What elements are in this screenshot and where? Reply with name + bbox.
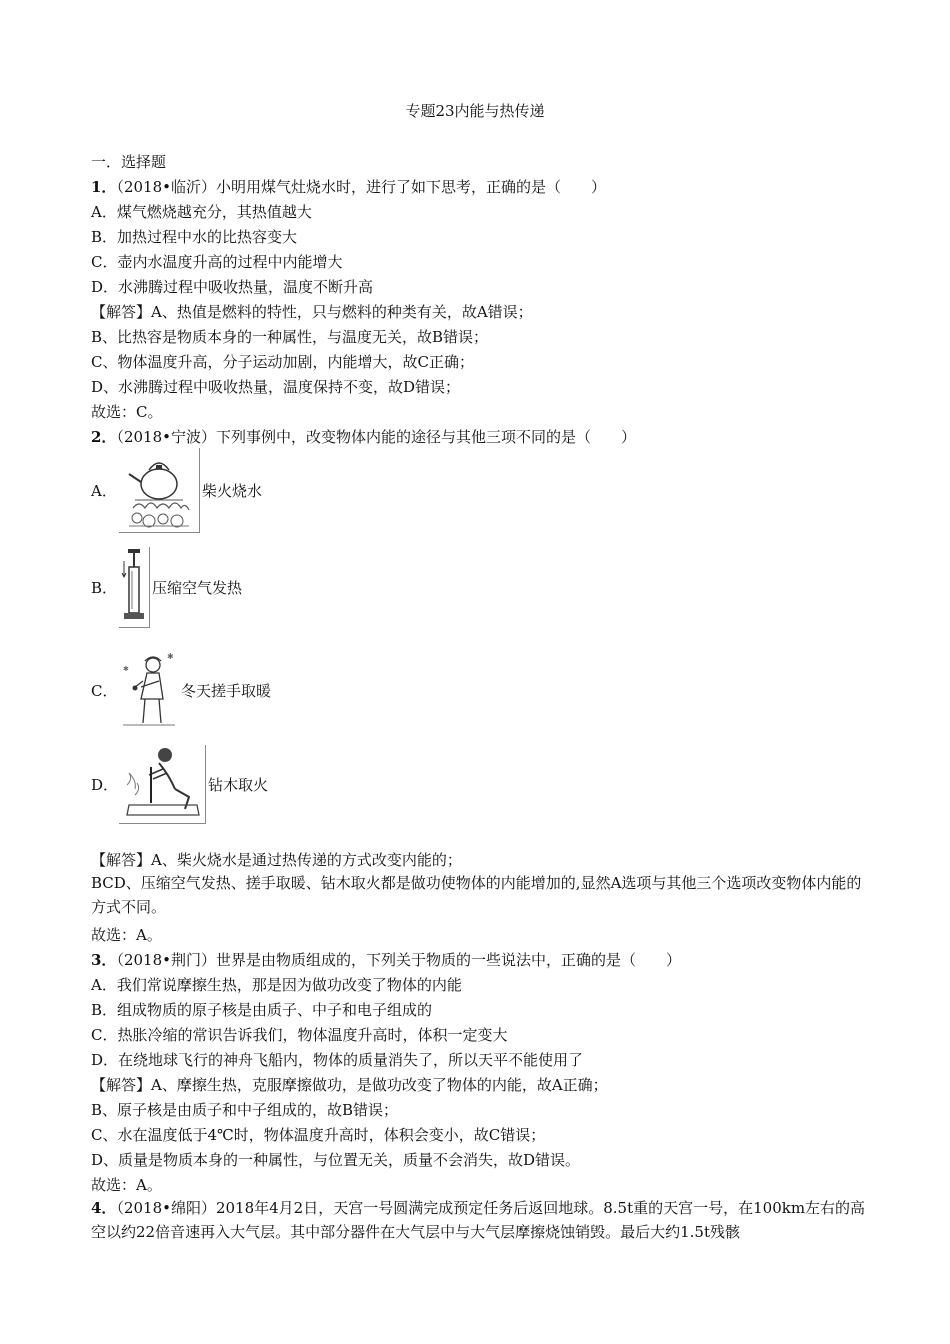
option-letter: D． (91, 776, 119, 794)
option-caption: 柴火烧水 (202, 482, 263, 500)
q3-option-c: C．热胀冷缩的常识告诉我们，物体温度升高时，体积一定变大 (91, 1026, 508, 1044)
q1-answer-line: B、比热容是物质本身的一种属性，与温度无关，故B错误； (91, 328, 489, 346)
option-caption: 压缩空气发热 (152, 579, 243, 597)
q3-answer-line: 故选：A。 (91, 1176, 162, 1194)
svg-text:✱: ✱ (123, 665, 129, 673)
option-caption: 钻木取火 (208, 776, 269, 794)
question-2-stem (91, 427, 636, 447)
svg-text:✱: ✱ (167, 652, 174, 661)
q3-option-b: B．组成物质的原子核是由质子、中子和电子组成的 (91, 1001, 433, 1019)
drill-wood-icon (119, 745, 206, 824)
q2-option-b (91, 547, 242, 628)
option-letter: C． (91, 681, 118, 700)
q1-option-b: B．加热过程中水的比热容变大 (91, 228, 298, 246)
q1-answer-line: 【解答】A、热值是燃料的特性，只与燃料的种类有关，故A错误； (91, 303, 533, 321)
q1-answer-line: C、物体温度升高，分子运动加剧，内能增大，故C正确； (91, 353, 474, 371)
question-text: （2018•绵阳）2018年4月2日，天宫一号圆满完成预定任务后返回地球。8.5t重的天宫一号，在100km左右的高空以约22倍音速再入大气层。其中部分器件在大气层中与大气层摩擦烧蚀销毁。最后大约1.5t残骸 (91, 1199, 866, 1241)
section-heading: 一．选择题 (91, 153, 167, 171)
q1-option-a: A．煤气燃烧越充分，其热值越大 (91, 203, 312, 221)
question-text: （2018•临沂）小明用煤气灶烧水时，进行了如下思考，正确的是（ ） (116, 178, 606, 196)
air-pump-icon (119, 547, 150, 628)
q2-answer-line: 【解答】A、柴火烧水是通过热传递的方式改变内能的； (91, 851, 462, 869)
q3-option-d: D．在绕地球飞行的神舟飞船内，物体的质量消失了，所以天平不能使用了 (91, 1051, 584, 1069)
question-4-stem (91, 1196, 866, 1244)
q3-answer-line: D、质量是物质本身的一种属性，与位置无关，质量不会消失，故D错误。 (91, 1151, 581, 1169)
option-caption: 冬天搓手取暖 (181, 681, 272, 700)
q3-answer-line: 【解答】A、摩擦生热，克服摩擦做功，是做功改变了物体的内能，故A正确； (91, 1076, 608, 1094)
question-1-stem (91, 177, 606, 197)
question-number: 4． (91, 1199, 117, 1217)
q2-answer-line: 故选：A。 (91, 926, 162, 944)
option-letter: A． (91, 482, 117, 500)
kettle-fire-icon (119, 448, 200, 533)
question-number: 2． (91, 428, 117, 446)
q2-option-a (91, 448, 262, 533)
rubbing-hands-icon (119, 651, 179, 729)
option-letter: B． (91, 579, 118, 597)
q2-option-d (91, 745, 268, 824)
question-3-stem (91, 950, 681, 970)
question-number: 3． (91, 951, 117, 969)
q2-answer-line: BCD、压缩空气发热、搓手取暖、钻木取火都是做功使物体的内能增加的,显然A选项与其他三个选项改变物体内能的方式不同。 (91, 874, 862, 916)
q1-option-d: D．水沸腾过程中吸收热量，温度不断升高 (91, 278, 374, 296)
page-title: 专题23内能与热传递 (405, 102, 545, 120)
q3-answer-line: B、原子核是由质子和中子组成的，故B错误； (91, 1101, 399, 1119)
question-text: （2018•荆门）世界是由物质组成的，下列关于物质的一些说法中，正确的是（ ） (116, 951, 681, 969)
q3-answer-line: C、水在温度低于4℃时，物体温度升高时，体积会变小，故C错误； (91, 1126, 546, 1144)
q1-option-c: C．壶内水温度升高的过程中内能增大 (91, 253, 343, 271)
q1-answer-line: 故选：C。 (91, 403, 163, 421)
q2-option-c (91, 651, 271, 729)
question-text: （2018•宁波）下列事例中，改变物体内能的途径与其他三项不同的是（ ） (116, 428, 636, 446)
q1-answer-line: D、水沸腾过程中吸收热量，温度保持不变，故D错误； (91, 378, 461, 396)
question-number: 1． (91, 178, 117, 196)
q3-option-a: A．我们常说摩擦生热，那是因为做功改变了物体的内能 (91, 976, 462, 994)
